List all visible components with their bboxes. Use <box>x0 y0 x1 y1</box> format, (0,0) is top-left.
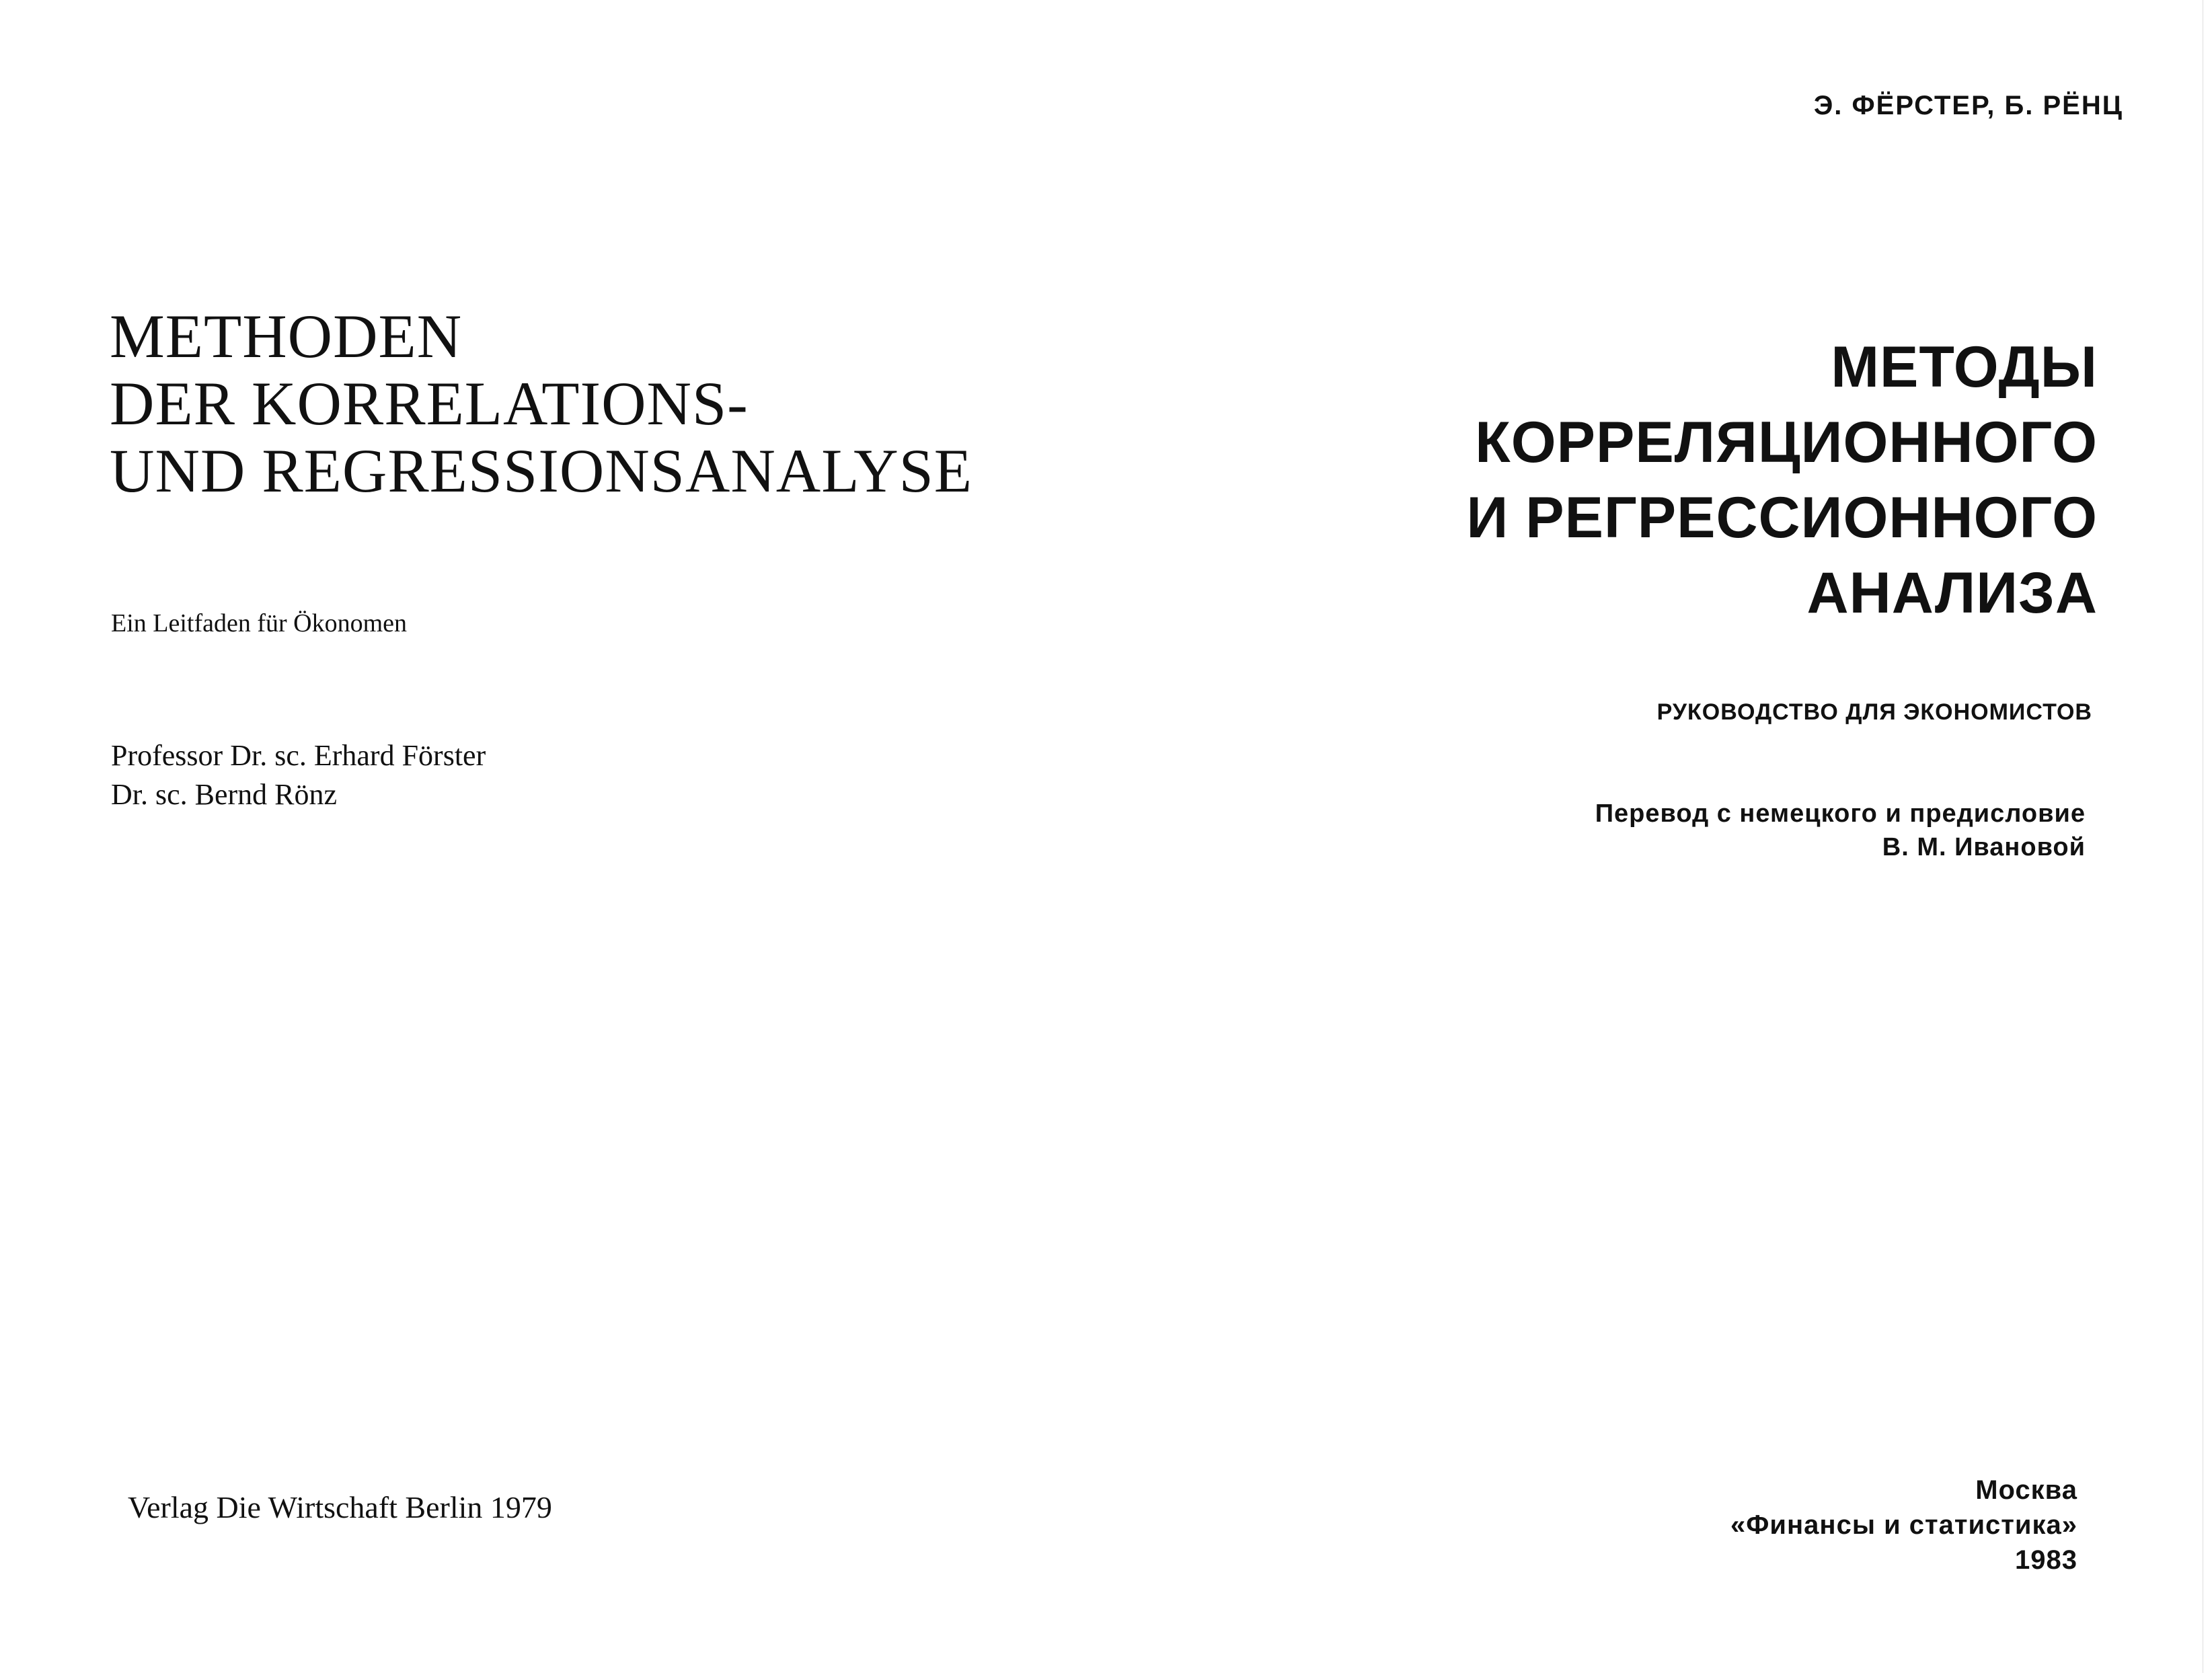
russian-publisher <box>1730 1473 2077 1578</box>
russian-publisher-year: 1983 <box>2015 1545 2077 1575</box>
russian-title <box>1467 329 2098 631</box>
russian-translation-line-1: Перевод с немецкого и предисловие <box>1595 800 2086 828</box>
german-title-line-1: METHODEN <box>110 302 463 371</box>
german-subtitle: Ein Leitfaden für Ökonomen <box>111 609 408 637</box>
russian-title-line-4: АНАЛИЗА <box>1806 561 2098 625</box>
german-title <box>110 303 972 504</box>
russian-translation-line-2: В. М. Ивановой <box>1882 833 2086 861</box>
german-title-line-2: DER KORRELATIONS- <box>110 369 749 438</box>
german-author-1: Professor Dr. sc. Erhard Förster <box>111 739 486 772</box>
russian-subtitle: РУКОВОДСТВО ДЛЯ ЭКОНОМИСТОВ <box>1656 699 2092 725</box>
russian-publisher-city: Москва <box>1975 1475 2077 1505</box>
german-author-2: Dr. sc. Bernd Rönz <box>111 778 338 811</box>
german-publisher: Verlag Die Wirtschaft Berlin 1979 <box>128 1490 552 1524</box>
russian-title-line-1: МЕТОДЫ <box>1831 335 2098 399</box>
russian-authors: Э. ФЁРСТЕР, Б. РЁНЦ <box>1813 91 2123 120</box>
russian-title-line-3: И РЕГРЕССИОННОГО <box>1466 485 2098 550</box>
russian-publisher-name: «Финансы и статистика» <box>1730 1510 2077 1540</box>
russian-title-line-2: КОРРЕЛЯЦИОННОГО <box>1475 410 2098 475</box>
german-title-line-3: UND REGRESSIONSANALYSE <box>110 436 973 505</box>
german-authors <box>111 736 486 814</box>
russian-translation-credit <box>1595 797 2086 864</box>
